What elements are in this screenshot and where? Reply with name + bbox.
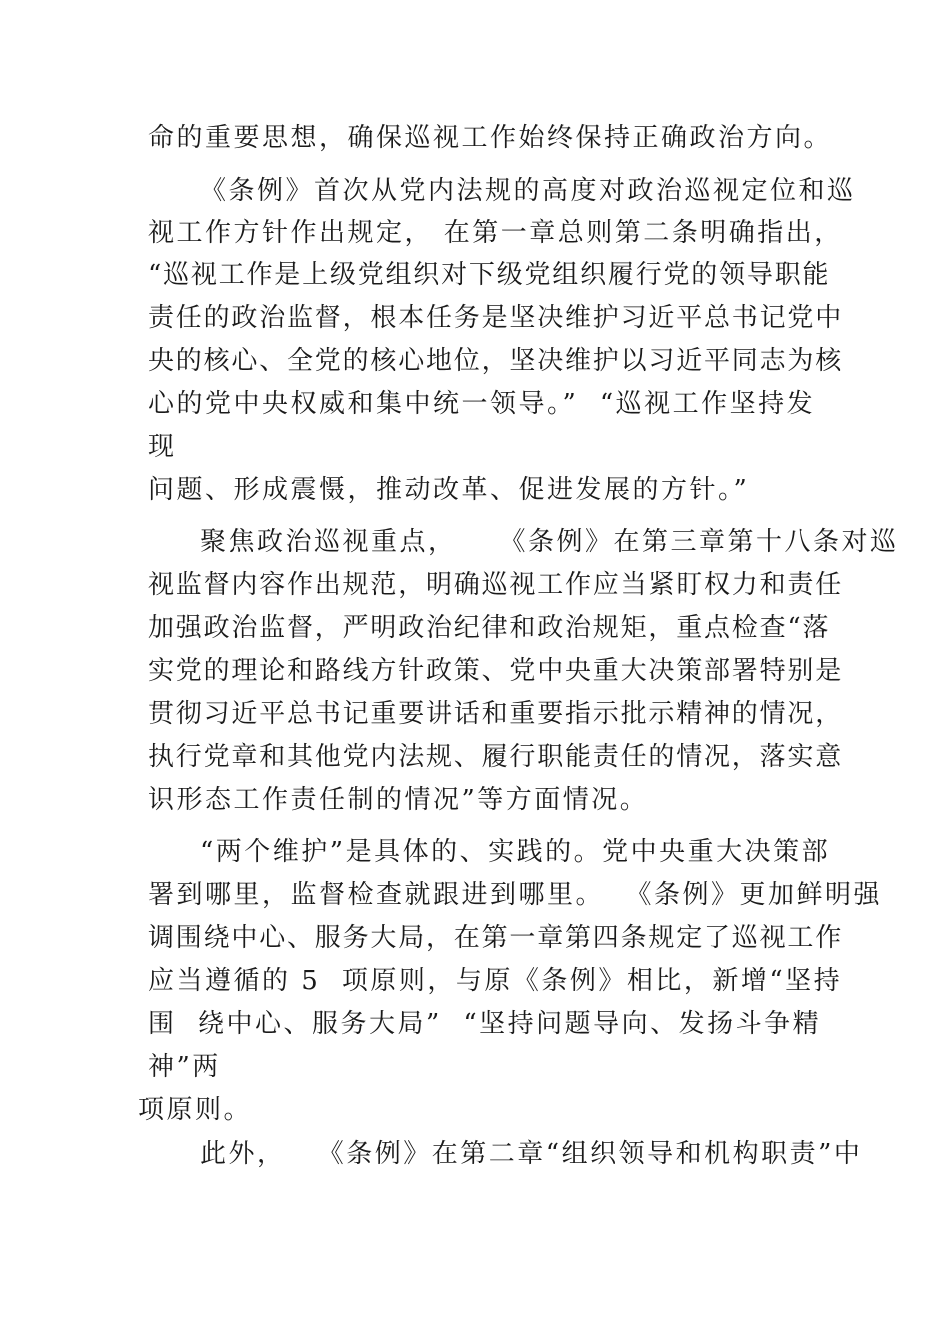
text-line: 执行党章和其他党内法规、履行职能责任的情况，落实意 [148,742,844,772]
text-line: 命的重要思想，确保巡视工作始终保持正确政治方向。 [148,123,833,153]
text-line: “巡视工作是上级党组织对下级党组织履行党的领导职能 [148,260,831,290]
text-line: 项原则。 [138,1095,253,1125]
text-line: 应当遵循的 5 项原则，与原《条例》相比，新增“坚持 [148,966,843,996]
text-line: 聚焦政治巡视重点， 《条例》在第三章第十八条对巡 [200,527,899,557]
text-line: 心的党中央权威和集中统一领导。” “巡视工作坚持发 [148,389,816,419]
text-line: 此外， 《条例》在第二章“组织领导和机构职责”中 [200,1139,863,1169]
text-line: 调围绕中心、服务大局，在第一章第四条规定了巡视工作 [148,923,844,953]
text-line: 《条例》首次从党内法规的高度对政治巡视定位和巡 [200,176,856,206]
text-line: 贯彻习近平总书记重要讲话和重要指示批示精神的情况， [148,699,844,729]
text-line: 央的核心、全党的核心地位，坚决维护以习近平同志为核 [148,346,844,376]
text-line: 视监督内容作出规范，明确巡视工作应当紧盯权力和责任 [148,570,844,600]
text-line: 神”两 [148,1052,221,1082]
text-line: “两个维护”是具体的、实践的。党中央重大决策部 [200,837,831,867]
text-line: 署到哪里，监督检查就跟进到哪里。 《条例》更加鲜明强 [148,880,883,910]
text-line: 视工作方针作出规定， 在第一章总则第二条明确指出， [148,218,843,248]
text-line: 识形态工作责任制的情况”等方面情况。 [148,785,649,815]
text-line: 问题、形成震慑，推动改革、促进发展的方针。” [148,475,750,505]
text-line: 现 [148,432,177,462]
text-line: 加强政治监督，严明政治纪律和政治规矩，重点检查“落 [148,613,831,643]
text-line: 围 绕中心、服务大局” “坚持问题导向、发扬斗争精 [148,1009,822,1039]
text-line: 责任的政治监督，根本任务是坚决维护习近平总书记党中 [148,303,844,333]
text-line: 实党的理论和路线方针政策、党中央重大决策部署特别是 [148,656,844,686]
